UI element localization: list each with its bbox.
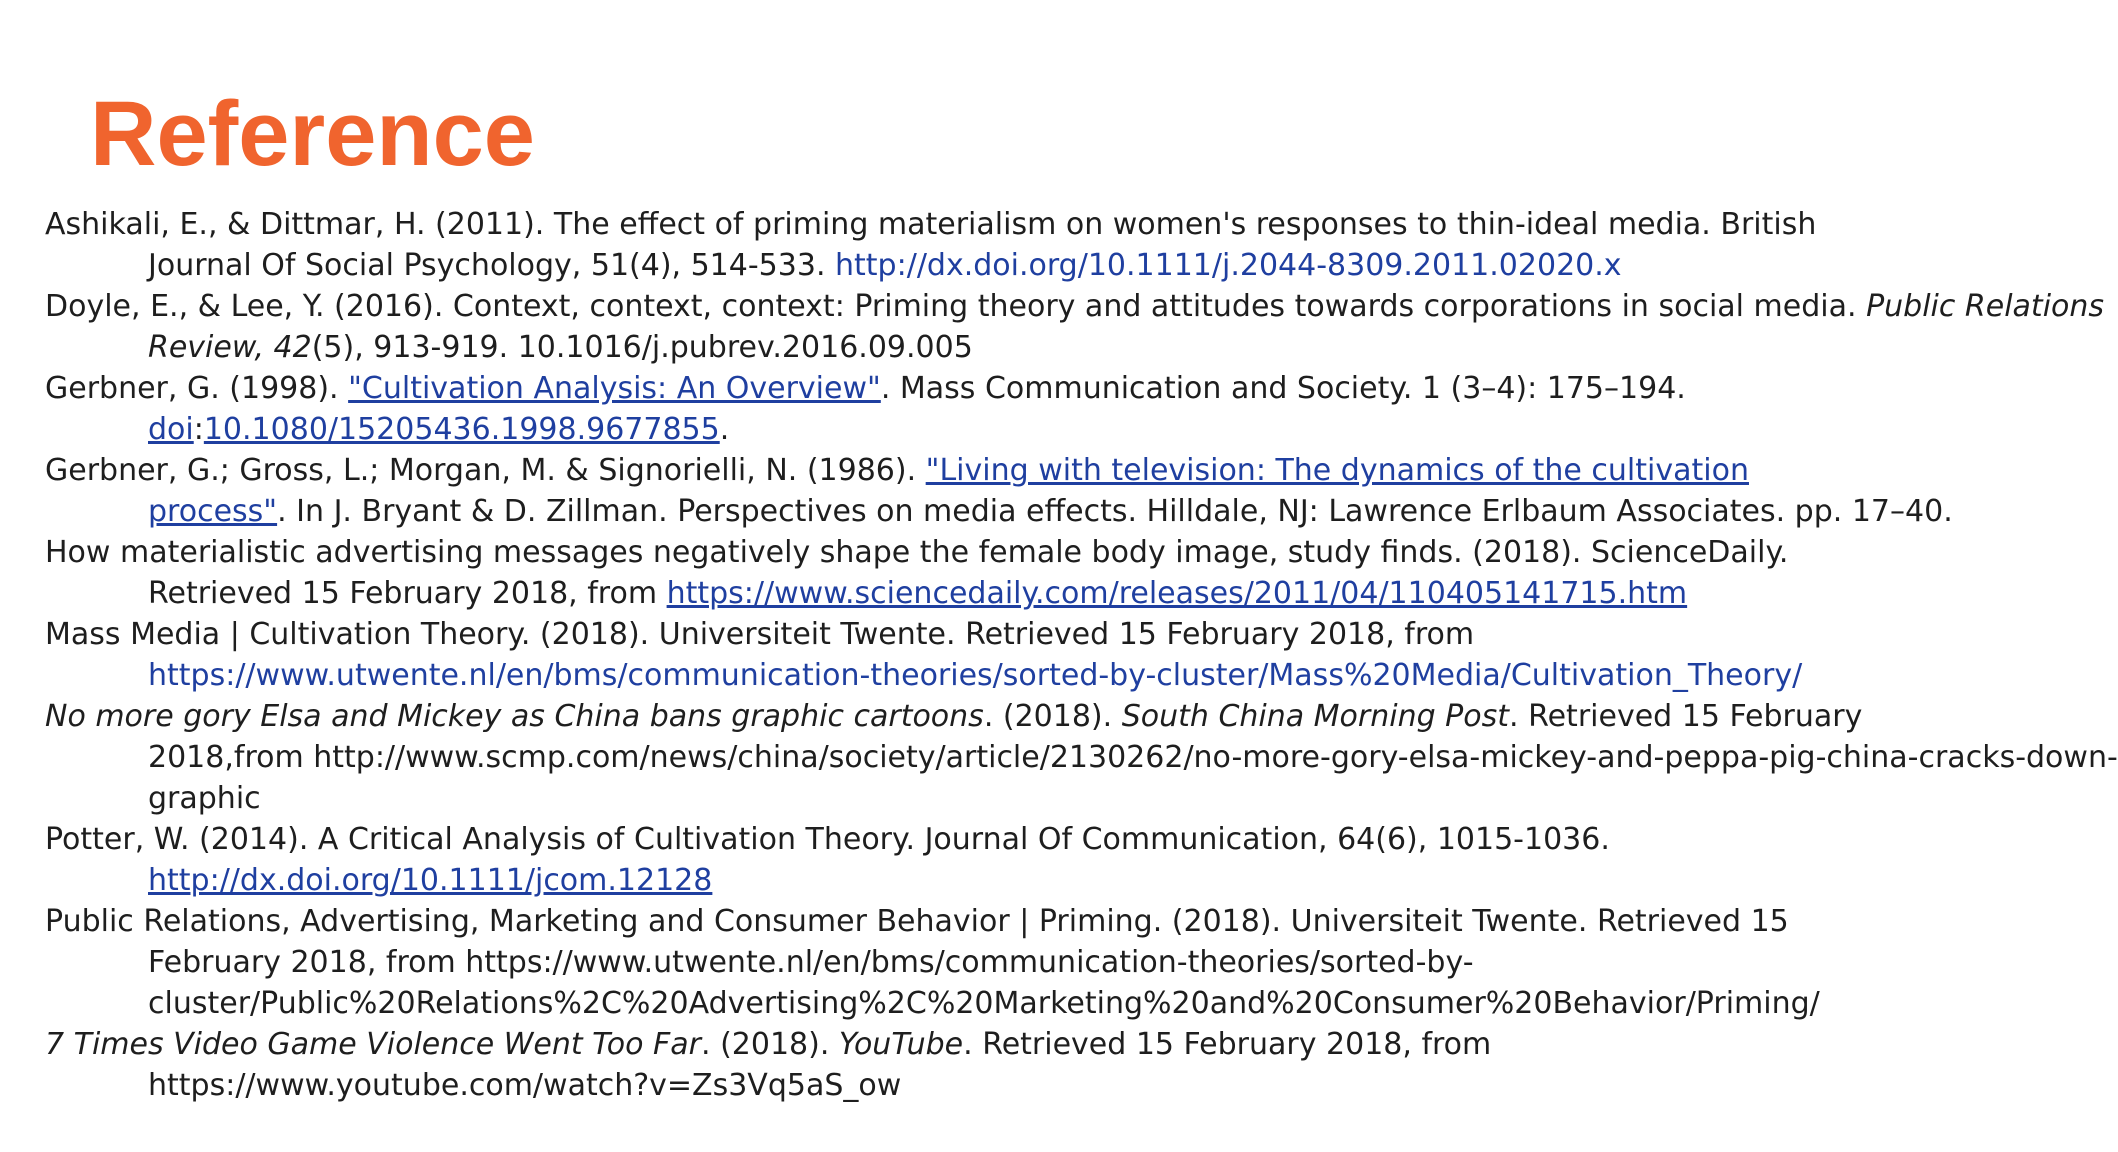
reference-text: . (2018). (983, 699, 1122, 734)
reference-entry-scmp (45, 696, 2118, 819)
reference-line (45, 450, 2030, 491)
reference-line: Mass Media | Cultivation Theory. (2018). Universiteit Twente. Retrieved 15 February 2018, from (45, 617, 1475, 652)
reference-text: (5), 913-919. 10.1016/j.pubrev.2016.09.005 (311, 330, 973, 365)
reference-continuation: graphic (148, 781, 261, 816)
reference-entry-gerbner-1986 (45, 450, 2030, 532)
reference-continuation: https://www.youtube.com/watch?v=Zs3Vq5aS_ow (148, 1068, 902, 1103)
reference-continuation (45, 245, 2030, 286)
chapter-link[interactable]: "Living with television: The dynamics of the cultivation (925, 453, 1749, 488)
video-title: 7 Times Video Game Violence Went Too Far (45, 1027, 702, 1062)
utwente-url[interactable]: https://www.utwente.nl/en/bms/communication-theories/sorted-by-cluster/Mass%20Media/Cultivation_Theory/ (148, 658, 1803, 693)
reference-line (45, 286, 2105, 327)
reference-text: . (2018). (701, 1027, 839, 1062)
reference-text: . (719, 412, 730, 447)
reference-entry-utwente-priming (45, 901, 2030, 1024)
reference-line: Public Relations, Advertising, Marketing and Consumer Behavior | Priming. (2018). Universiteit Twente. Retrieved 15 (45, 904, 1789, 939)
reference-text: Doyle, E., & Lee, Y. (2016). Context, context, context: Priming theory and attitudes towards corporations in social media. (45, 289, 1867, 324)
reference-text: . Retrieved 15 February (1509, 699, 1863, 734)
article-title: No more gory Elsa and Mickey as China bans graphic cartoons (45, 699, 984, 734)
reference-entry-youtube (45, 1024, 2030, 1106)
reference-entry-gerbner-1998 (45, 368, 2030, 450)
journal-volume: Review, 42 (148, 330, 312, 365)
reference-continuation (45, 573, 2030, 614)
reference-text: . In J. Bryant & D. Zillman. Perspectives on media effects. Hilldale, NJ: Lawrence Erlbaum Associates. pp. 17–40. (277, 494, 1953, 529)
reference-line: How materialistic advertising messages negatively shape the female body image, study finds. (2018). ScienceDaily. (45, 535, 1789, 570)
publication-name: YouTube (838, 1027, 964, 1062)
reference-continuation: February 2018, from https://www.utwente.nl/en/bms/communication-theories/sorted-by- (148, 945, 1474, 980)
reference-entry-sciencedaily (45, 532, 2030, 614)
doi-number-link[interactable]: 10.1080/15205436.1998.9677855 (203, 412, 720, 447)
reference-entry-utwente-cultivation (45, 614, 2030, 696)
article-link[interactable]: "Cultivation Analysis: An Overview" (348, 371, 881, 406)
reference-entry-ashikali (45, 204, 2030, 286)
reference-text: . Retrieved 15 February 2018, from (963, 1027, 1492, 1062)
reference-text: Retrieved 15 February 2018, from (148, 576, 667, 611)
publication-name: South China Morning Post (1121, 699, 1510, 734)
reference-line: Ashikali, E., & Dittmar, H. (2011). The effect of priming materialism on women's responses to thin-ideal media. British (45, 207, 1817, 242)
reference-list (45, 204, 2118, 1106)
doi-link[interactable]: http://dx.doi.org/10.1111/jcom.12128 (148, 863, 713, 898)
reference-entry-potter (45, 819, 2030, 901)
page-title: Reference (90, 83, 535, 185)
reference-text: . Mass Communication and Society. 1 (3–4): 175–194. (880, 371, 1686, 406)
reference-line: Potter, W. (2014). A Critical Analysis of Cultivation Theory. Journal Of Communication, 64(6), 1015-1036. (45, 822, 1610, 857)
sciencedaily-link[interactable]: https://www.sciencedaily.com/releases/2011/04/110405141715.htm (666, 576, 1688, 611)
reference-continuation (45, 860, 2030, 901)
reference-text: : (193, 412, 204, 447)
reference-continuation (45, 409, 2030, 450)
reference-entry-doyle (45, 286, 2105, 368)
reference-continuation: 2018,from http://www.scmp.com/news/china/society/article/2130262/no-more-gory-elsa-mickey-and-peppa-pig-china-cracks-down- (148, 740, 2118, 775)
reference-line (45, 1024, 2030, 1065)
reference-line (45, 696, 2030, 737)
doi-url[interactable]: http://dx.doi.org/10.1111/j.2044-8309.2011.02020.x (835, 248, 1622, 283)
chapter-link-continued[interactable]: process" (148, 494, 278, 529)
journal-title: Public Relations (1866, 289, 2105, 324)
reference-continuation: cluster/Public%20Relations%2C%20Advertising%2C%20Marketing%20and%20Consumer%20Behavior/Priming/ (148, 986, 1820, 1021)
reference-text: Gerbner, G.; Gross, L.; Morgan, M. & Signorielli, N. (1986). (45, 453, 926, 488)
reference-text: Journal Of Social Psychology, 51(4), 514-533. (148, 248, 836, 283)
reference-text: Gerbner, G. (1998). (45, 371, 349, 406)
doi-link[interactable]: doi (148, 412, 194, 447)
reference-continuation (45, 491, 2030, 532)
reference-line (45, 368, 2030, 409)
reference-continuation (45, 327, 2030, 368)
